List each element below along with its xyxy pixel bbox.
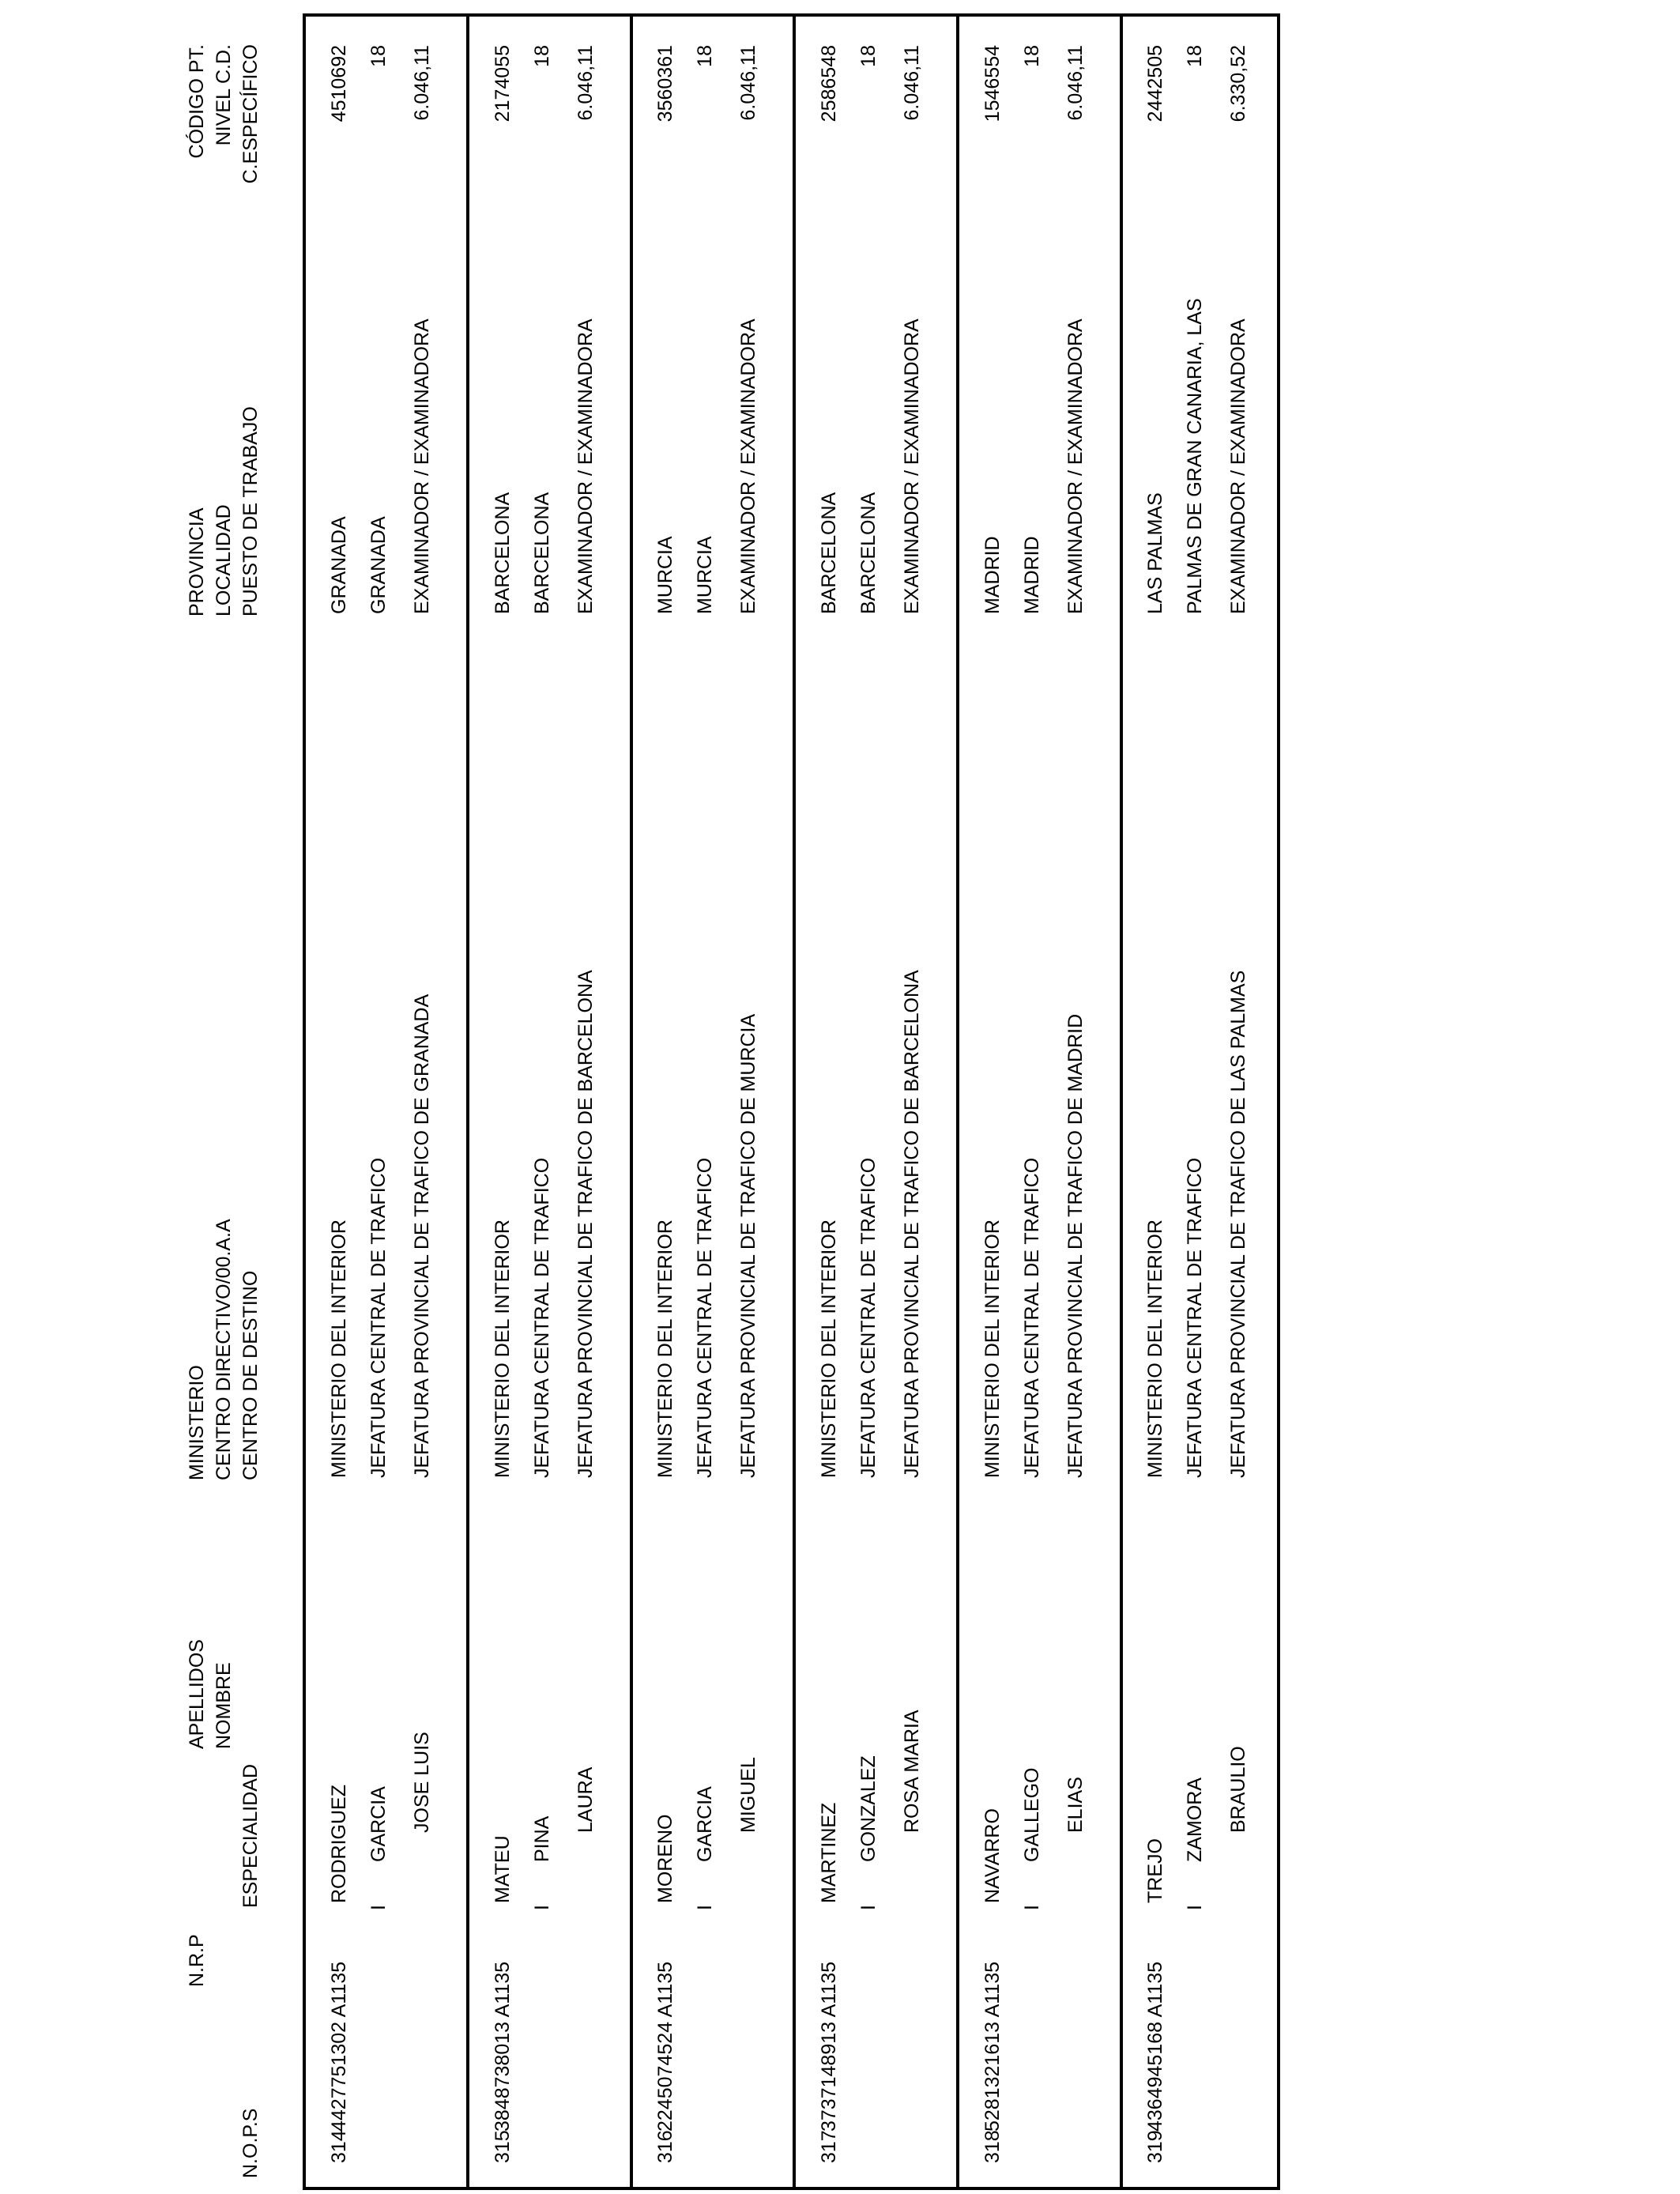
nombre-cell: BRAULIO bbox=[1227, 1746, 1249, 1833]
apellido1-cell: MARTINEZ bbox=[818, 1802, 840, 1903]
nrp-cell: 3848738013 A1135 bbox=[492, 1961, 514, 2132]
header-especialidad-label: ESPECIALIDAD bbox=[239, 1763, 262, 1908]
nops-cell: 319 bbox=[1144, 2130, 1166, 2163]
especifico-cell: 6.046,11 bbox=[1064, 45, 1087, 121]
nrp-cell: 2245074524 A1135 bbox=[654, 1961, 676, 2132]
puesto-cell: EXAMINADOR / EXAMINADORA bbox=[411, 319, 433, 614]
centro-destino-cell: JEFATURA PROVINCIAL DE TRAFICO DE LAS PALMAS bbox=[1227, 970, 1249, 1478]
provincia-cell: BARCELONA bbox=[818, 492, 840, 614]
header-especifico-label: C.ESPECÍFICO bbox=[239, 44, 262, 184]
header-especialidad-block bbox=[237, 1764, 264, 1908]
header-provincia-label: PROVINCIA bbox=[186, 507, 208, 616]
localidad-cell: BARCELONA bbox=[857, 492, 880, 614]
nivel-cell: 18 bbox=[857, 45, 880, 67]
nivel-cell: 18 bbox=[531, 45, 553, 67]
nivel-cell: 18 bbox=[1184, 45, 1206, 67]
especialidad-cell: I bbox=[694, 1905, 716, 1910]
header-codigo-label: CÓDIGO PT. bbox=[186, 44, 208, 159]
provincia-cell: MADRID bbox=[981, 536, 1004, 614]
codigo-cell: 2442505 bbox=[1144, 45, 1166, 123]
localidad-cell: MADRID bbox=[1021, 536, 1043, 614]
provincia-cell: MURCIA bbox=[654, 536, 676, 614]
provincia-cell: BARCELONA bbox=[492, 492, 514, 614]
apellido1-cell: MATEU bbox=[492, 1835, 514, 1903]
centro-directivo-cell: JEFATURA CENTRAL DE TRAFICO bbox=[1184, 1157, 1206, 1478]
nops-cell: 314 bbox=[328, 2130, 350, 2163]
header-nombre-label: NOMBRE bbox=[213, 1662, 235, 1749]
header-nops-label: N.O.P.S bbox=[239, 2108, 262, 2178]
header-nrp-block bbox=[183, 1934, 210, 1987]
table-row bbox=[959, 17, 1117, 2187]
puesto-cell: EXAMINADOR / EXAMINADORA bbox=[737, 319, 759, 614]
centro-directivo-cell: JEFATURA CENTRAL DE TRAFICO bbox=[367, 1157, 390, 1478]
ministerio-cell: MINISTERIO DEL INTERIOR bbox=[654, 1220, 676, 1478]
header-nops bbox=[237, 2109, 264, 2178]
nombre-cell: MIGUEL bbox=[737, 1757, 759, 1833]
nombre-cell: LAURA bbox=[574, 1766, 597, 1833]
ministerio-cell: MINISTERIO DEL INTERIOR bbox=[818, 1220, 840, 1478]
especifico-cell: 6.046,11 bbox=[901, 45, 923, 121]
nombre-cell: JOSE LUIS bbox=[411, 1732, 433, 1833]
nops-cell: 317 bbox=[818, 2130, 840, 2163]
records-table bbox=[303, 13, 1280, 2190]
especialidad-cell: I bbox=[1021, 1905, 1043, 1910]
codigo-cell: 2174055 bbox=[492, 45, 514, 123]
apellido1-cell: RODRIGUEZ bbox=[328, 1785, 350, 1903]
puesto-cell: EXAMINADOR / EXAMINADORA bbox=[574, 319, 597, 614]
ministerio-cell: MINISTERIO DEL INTERIOR bbox=[328, 1220, 350, 1478]
especialidad-cell: I bbox=[857, 1905, 880, 1910]
nombre-cell: ROSA MARIA bbox=[901, 1710, 923, 1833]
provincia-cell: GRANADA bbox=[328, 516, 350, 614]
apellido2-cell: GARCIA bbox=[367, 1786, 390, 1862]
nrp-cell: 3737148913 A1135 bbox=[818, 1961, 840, 2132]
especifico-cell: 6.330,52 bbox=[1227, 45, 1249, 123]
centro-destino-cell: JEFATURA PROVINCIAL DE TRAFICO DE MURCIA bbox=[737, 1013, 759, 1478]
table-row bbox=[632, 17, 790, 2187]
nrp-cell: 5281321613 A1135 bbox=[981, 1961, 1004, 2132]
localidad-cell: BARCELONA bbox=[531, 492, 553, 614]
header-codigo-block bbox=[183, 44, 264, 250]
table-row bbox=[306, 17, 464, 2187]
header-localidad-label: LOCALIDAD bbox=[213, 504, 235, 616]
ministerio-cell: MINISTERIO DEL INTERIOR bbox=[492, 1220, 514, 1478]
centro-destino-cell: JEFATURA PROVINCIAL DE TRAFICO DE MADRID bbox=[1064, 1013, 1087, 1478]
table-row bbox=[1122, 17, 1280, 2187]
apellido1-cell: MORENO bbox=[654, 1814, 676, 1903]
nops-cell: 315 bbox=[492, 2130, 514, 2163]
localidad-cell: GRANADA bbox=[367, 516, 390, 614]
puesto-cell: EXAMINADOR / EXAMINADORA bbox=[1064, 319, 1087, 614]
apellido2-cell: GARCIA bbox=[694, 1786, 716, 1862]
codigo-cell: 4510692 bbox=[328, 45, 350, 123]
nivel-cell: 18 bbox=[1021, 45, 1043, 67]
nombre-cell: ELIAS bbox=[1064, 1777, 1087, 1833]
provincia-cell: LAS PALMAS bbox=[1144, 492, 1166, 614]
centro-directivo-cell: JEFATURA CENTRAL DE TRAFICO bbox=[857, 1157, 880, 1478]
nivel-cell: 18 bbox=[367, 45, 390, 67]
especialidad-cell: I bbox=[531, 1905, 553, 1910]
apellido2-cell: GALLEGO bbox=[1021, 1767, 1043, 1862]
ministerio-cell: MINISTERIO DEL INTERIOR bbox=[1144, 1220, 1166, 1478]
centro-directivo-cell: JEFATURA CENTRAL DE TRAFICO bbox=[531, 1157, 553, 1478]
especifico-cell: 6.046,11 bbox=[737, 45, 759, 121]
header-apellidos-block bbox=[183, 1639, 237, 1749]
apellido1-cell: NAVARRO bbox=[981, 1808, 1004, 1903]
header-apellidos-label: APELLIDOS bbox=[186, 1639, 208, 1749]
especifico-cell: 6.046,11 bbox=[574, 45, 597, 121]
header-provincia-block bbox=[183, 406, 264, 616]
localidad-cell: MURCIA bbox=[694, 536, 716, 614]
puesto-cell: EXAMINADOR / EXAMINADORA bbox=[901, 319, 923, 614]
table-row bbox=[796, 17, 954, 2187]
header-nrp-label: N.R.P bbox=[186, 1934, 208, 1987]
centro-directivo-cell: JEFATURA CENTRAL DE TRAFICO bbox=[694, 1157, 716, 1478]
apellido2-cell: GONZALEZ bbox=[857, 1755, 880, 1862]
apellido2-cell: PINA bbox=[531, 1815, 553, 1862]
ministerio-cell: MINISTERIO DEL INTERIOR bbox=[981, 1220, 1004, 1478]
table-row bbox=[469, 17, 627, 2187]
puesto-cell: EXAMINADOR / EXAMINADORA bbox=[1227, 319, 1249, 614]
especifico-cell: 6.046,11 bbox=[411, 45, 433, 121]
centro-destino-cell: JEFATURA PROVINCIAL DE TRAFICO DE GRANADA bbox=[411, 993, 433, 1478]
centro-destino-cell: JEFATURA PROVINCIAL DE TRAFICO DE BARCELONA bbox=[901, 970, 923, 1478]
nrp-cell: 4427751302 A1135 bbox=[328, 1961, 350, 2132]
codigo-cell: 3560361 bbox=[654, 45, 676, 123]
header-centro-destino-label: CENTRO DE DESTINO bbox=[239, 1270, 262, 1480]
header-nivel-label: NIVEL C.D. bbox=[213, 44, 235, 146]
header-centro-directivo-label: CENTRO DIRECTIVO/00.A.A bbox=[213, 1219, 235, 1480]
apellido1-cell: TREJO bbox=[1144, 1838, 1166, 1903]
codigo-cell: 1546554 bbox=[981, 45, 1004, 123]
codigo-cell: 2586548 bbox=[818, 45, 840, 123]
especialidad-cell: I bbox=[1184, 1905, 1206, 1910]
nops-cell: 318 bbox=[981, 2130, 1004, 2163]
nivel-cell: 18 bbox=[694, 45, 716, 67]
header-puesto-label: PUESTO DE TRABAJO bbox=[239, 406, 262, 616]
apellido2-cell: ZAMORA bbox=[1184, 1777, 1206, 1862]
centro-destino-cell: JEFATURA PROVINCIAL DE TRAFICO DE BARCELONA bbox=[574, 970, 597, 1478]
nops-cell: 316 bbox=[654, 2130, 676, 2163]
header-ministerio-block bbox=[183, 1219, 264, 1480]
especialidad-cell: I bbox=[367, 1905, 390, 1910]
localidad-cell: PALMAS DE GRAN CANARIA, LAS bbox=[1184, 298, 1206, 614]
centro-directivo-cell: JEFATURA CENTRAL DE TRAFICO bbox=[1021, 1157, 1043, 1478]
nrp-cell: 4364945168 A1135 bbox=[1144, 1961, 1166, 2132]
header-ministerio-label: MINISTERIO bbox=[186, 1365, 208, 1480]
